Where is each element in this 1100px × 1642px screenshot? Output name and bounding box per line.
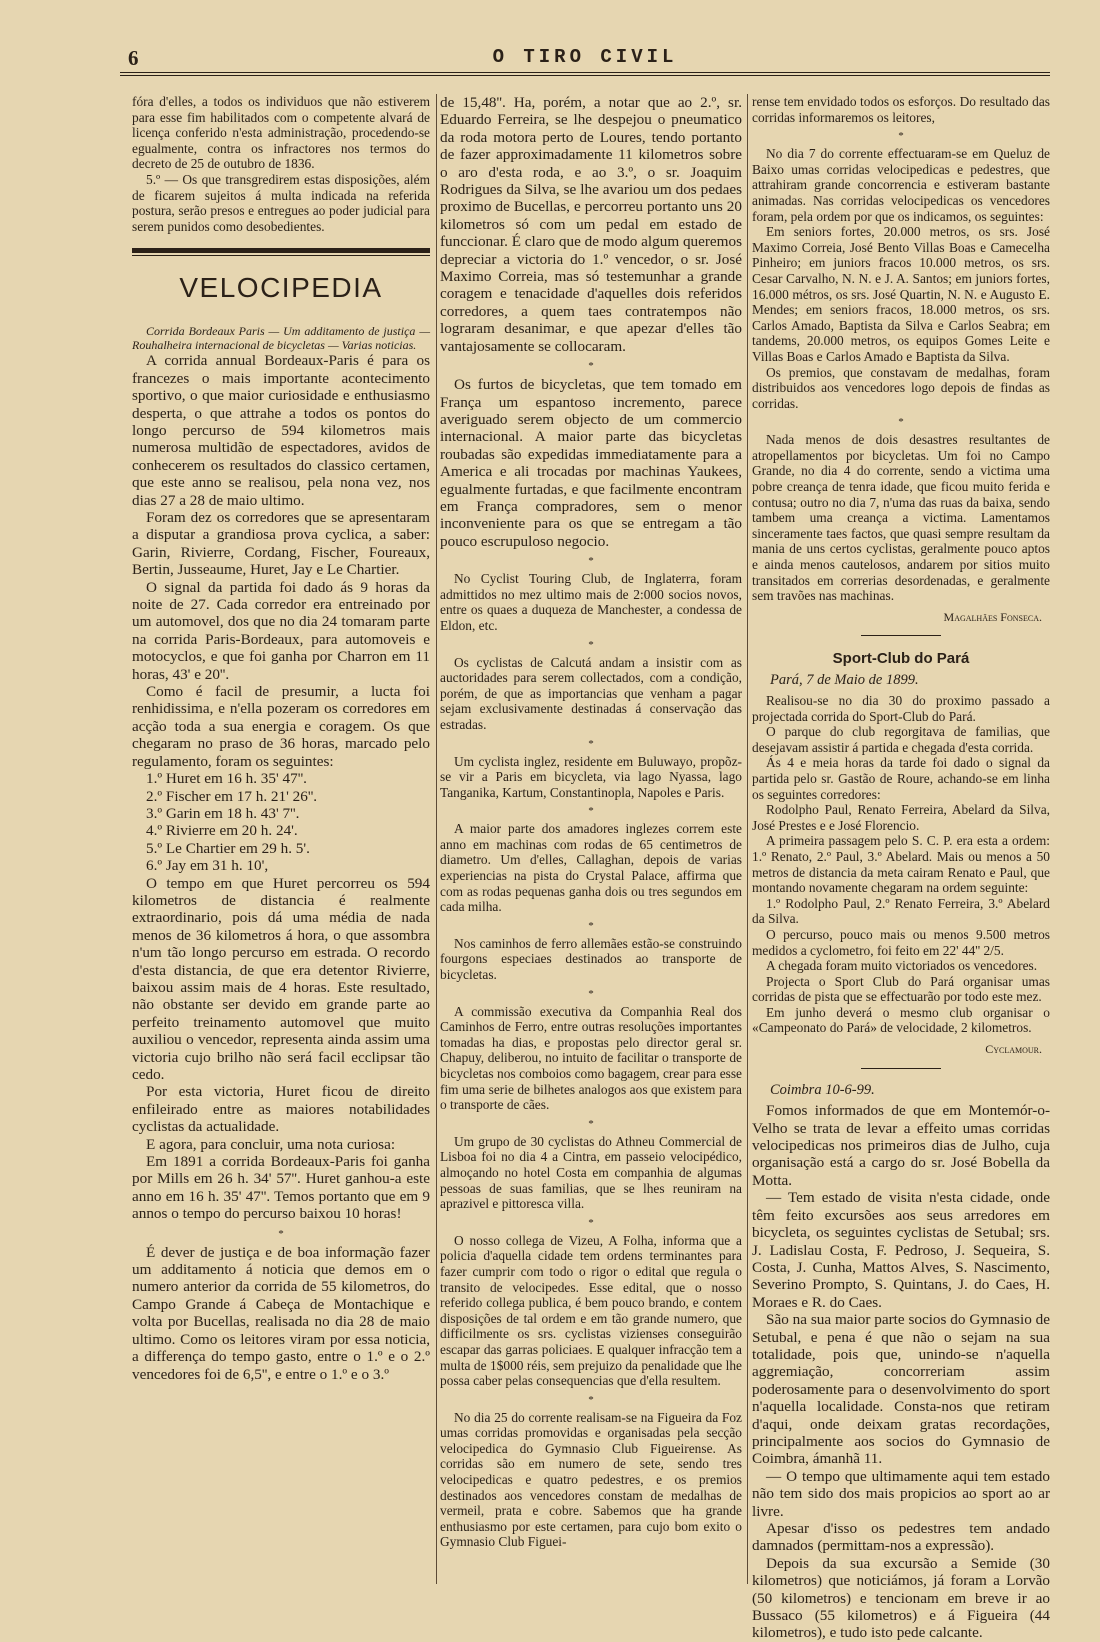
author-signature: Cyclamour. <box>985 1042 1042 1057</box>
article-paragraph: Como é facil de presumir, a lucta foi renhidissima, e n'ella pozeram os corredores em acção toda a sua energia e coragem. Os que chegaram no praso de 36 horas, marcado pelo regulamento, foram os seguintes: <box>132 683 430 770</box>
asterisk-separator: * <box>588 919 594 932</box>
column-3 <box>752 94 1050 1642</box>
news-item: Nos caminhos de ferro allemães estão-se construindo fourgons especiaes destinados ao transporte de bicycletas. <box>440 935 742 983</box>
section-title: VELOCIPEDIA <box>179 272 383 304</box>
section-summary: Corrida Bordeaux Paris — Um additamento de justiça — Rouhalheira internacional de bicycletas — Varias noticias. <box>132 324 430 353</box>
article-paragraph: Foram dez os corredores que se apresentaram a disputar a grandiosa prova cyclica, a saber: Garin, Rivierre, Cordang, Fischer, Foureaux, Bertin, Jusseaume, Huret, Jay e Le Chartier. <box>132 509 430 579</box>
news-item: Apesar d'isso os pedestres tem andado damnados (permittam-nos a expressão). <box>752 1520 1050 1555</box>
news-item: — Tem estado de visita n'esta cidade, onde têm feito excursões aos seus arredores em bicycleta, os seguintes cyclistas de Setubal; srs. J. Ladislau Costa, F. Pedroso, J. Sequeira, S. Costa, J. Cunha, Mattos Alves, S. Nascimento, Severino Prompto, S. Quintans, J. do Caes, H. Moraes e R. do Caes. <box>752 1189 1050 1311</box>
news-item: Em junho deverá o mesmo club organisar o «Campeonato do Pará» de velocidade, 2 kilometros. <box>752 1004 1050 1036</box>
race-results <box>146 770 430 874</box>
article-paragraph: de 15,48''. Ha, porém, a notar que ao 2.º, sr. Eduardo Ferreira, se lhe despejou o pneumatico da roda motora perto de Loures, tendo portanto de fazer approximadamente 11 kilometros sobre o aro d'esta roda, e ao 3.º, o sr. Joaquim Rodrigues da Silva, se lhe avariou um dos pedaes proximo de Bucellas, e percorreu portanto uns 20 kilometros só com um pedal em estado de funccionar. É claro que de modo algum queremos depreciar a victoria do 1.º vencedor, o sr. José Maximo Correia, mas só testemunhar a grande coragem e tenacidade d'aquelles dois referidos corredores, a quem taes contratempos não lograram desanimar, e que apezar d'elles tão vantajosamente se collocaram. <box>440 94 742 355</box>
column-2 <box>440 94 742 1602</box>
news-item: A maior parte dos amadores inglezes correm este anno em machinas com rodas de 65 centimetros de diametro. Um d'elles, Callaghan, depois de varias experiencias na pista do Crystal Palace, affirma que com as rodas pequenas ganha dois ou tres segundos em cada milha. <box>440 821 742 915</box>
news-item: Nada menos de dois desastres resultantes de atropellamentos por bicycletas. Um foi no Campo Grande, no dia 4 do corrente, sendo a victima uma pobre creança de tenra idade, que ficou muito ferida e contusa; outro no dia 7, n'uma das ruas da baixa, sendo tambem uma creança a victima. Lamentamos sinceramente taes factos, que quasi sempre resultam da mania de uns certos cyclistas, geralmente pouco aptos e ainda menos cautelosos, andarem por sitios muito transitados em correrias desordenadas, e geralmente sem travões nas machinas. <box>752 432 1050 604</box>
subsection-title: Sport-Club do Pará <box>832 650 970 668</box>
intro-paragraph: fóra d'elles, a todos os individuos que não estiverem para esse fim habilitados com o competente alvará de licença conferido n'esta administração, procedendo-se egualmente, contra os infractores nos termos do decreto de 25 de outubro de 1836. <box>132 94 430 172</box>
news-item: Os cyclistas de Calcutá andam a insistir com as auctoridades para serem collectados, com a condição, porém, de que as importancias que venham a pagar sejam exclusivamente destinadas á conservação das estradas. <box>440 654 742 732</box>
news-item: No Cyclist Touring Club, de Inglaterra, foram admittidos no mez ultimo mais de 2:000 socios novos, entre os quaes a duqueza de Manchester, a condessa de Eldon, etc. <box>440 571 742 633</box>
asterisk-separator: * <box>588 987 594 1000</box>
column-divider <box>436 94 437 1584</box>
news-item: O nosso collega de Vizeu, A Folha, informa que a policia d'aquella cidade tem ordens terminantes para fazer cumprir com todo o rigor o edital que regula o transito de velocipedes. Esse edital, que o nosso referido collega publica, é bem pouco brando, e contem disposições de tal ordem e em tão grande numero, que difficilmente os srs. cyclistas vizienses conseguirão escapar das garras policiaes. E qualquer infracção tem a multa de 1$000 réis, sem prejuizo da penalidade que lhe possa caber pelas consequencias que d'ella resultem. <box>440 1232 742 1389</box>
masthead <box>120 44 1050 78</box>
dateline: Coimbra 10-6-99. <box>770 1081 875 1098</box>
intro-paragraph: 5.º — Os que transgredirem estas disposições, além de ficarem sujeitos á multa indicada na referida postura, serão presos e entregues ao poder judicial para serem punidos como desobedientes. <box>132 171 430 234</box>
news-item: Os premios, que constavam de medalhas, foram distribuidos aos vencedores logo depois de findas as corridas. <box>752 364 1050 411</box>
masthead-rule <box>120 72 1050 76</box>
news-item: O parque do club regorgitava de familias, que desejavam assistir á partida e chegada d'esta corrida. <box>752 724 1050 755</box>
asterisk-separator: * <box>588 805 594 818</box>
section-rule-thin <box>132 255 430 256</box>
news-item: A commissão executiva da Companhia Real dos Caminhos de Ferro, entre outras resoluções importantes tomadas ha dias, e propostas pelo director geral sr. Chapuy, deliberou, no intuito de facilitar o transporte de bicycletas nos comboios como bagagem, crear para esse fim uma serie de bilhetes analogos aos que existem para o transporte de cães. <box>440 1003 742 1113</box>
asterisk-separator: * <box>588 638 594 651</box>
asterisk-separator: * <box>588 1117 594 1130</box>
dateline: Pará, 7 de Maio de 1899. <box>770 672 919 689</box>
author-signature: Magalhães Fonseca. <box>943 609 1042 624</box>
column-1 <box>132 94 430 1602</box>
news-item: — O tempo que ultimamente aqui tem estado não tem sido dos mais propicios ao sport ao ar livre. <box>752 1467 1050 1520</box>
asterisk-separator: * <box>898 130 904 143</box>
article-paragraph: É dever de justiça e de boa informação fazer um additamento á noticia que demos em o numero anterior da corrida de 55 kilometros, do Campo Grande á Cabeça de Montachique e volta por Bucellas, realisada no dia 28 de maio ultimo. Como os leitores viram por essa noticia, a differença do tempo gasto, entre o 1.º e o 2.º vencedores foi de 6,5'', e entre o 1.º e o 3.º <box>132 1243 430 1383</box>
article-paragraph: Os furtos de bicycletas, que tem tomado em França um espantoso incremento, parece averiguado serem objecto de um commercio internacional. A maior parte das bicycletas roubadas são expedidas immediatamente para a America e ali trocadas por machinas Yaukees, egualmente furtadas, e que facilmente encontram em França compradores, sem o menor inconveniente para os que se entregam a tão pouco escrupuloso negocio. <box>440 376 742 550</box>
news-item: O percurso, pouco mais ou menos 9.500 metros medidos a cyclometro, foi feito em 22' 44'' 2/5. <box>752 926 1050 958</box>
section-rule <box>132 248 430 253</box>
news-item: Realisou-se no dia 30 do proximo passado a projectada corrida do Sport-Club do Pará. <box>752 693 1050 724</box>
result-line: 3.º Garin em 18 h. 43' 7''. <box>146 804 300 822</box>
news-item: São na sua maior parte socios do Gymnasio de Setubal, e pena é que não o sejam na sua totalidade, pois que, unindo-se n'aquella aggremiação, concorreriam assim poderosamente para o desenvolvimento do sport n'aquella localidade. Consta-nos que retiram d'aqui, onde deixam gratas recordações, principalmente aos socios do Gymnasio de Coimbra, ámanhã 11. <box>752 1311 1050 1468</box>
news-item: 1.º Rodolpho Paul, 2.º Renato Ferreira, 3.º Abelard da Silva. <box>752 895 1050 927</box>
result-line: 4.º Rivierre em 20 h. 24'. <box>146 822 298 840</box>
article-paragraph: Em 1891 a corrida Bordeaux-Paris foi ganha por Mills em 26 h. 34' 57''. Huret ganhou-a este anno em 16 h. 35' 47''. Temos portanto que em 9 annos o tempo do percurso baixou 10 horas! <box>132 1153 430 1223</box>
result-line: 1.º Huret em 16 h. 35' 47''. <box>146 770 307 788</box>
result-line: 5.º Le Chartier em 29 h. 5'. <box>146 839 310 857</box>
article-paragraph: O tempo em que Huret percorreu os 594 kilometros de distancia é realmente extraordinario, pois dá uma média de nada menos de 36 kilometros á hora, o que assombra n'um tão longo percurso em estrada. O recordo d'esta distancia, de que era detentor Rivierre, baixou assim mais de 4 horas. Este resultado, não obstante ser devido em grande parte ao perfeito treinamento automovel que muito auxiliou o vencedor, representa ainda assim uma victoria cujo brilho não será facil ecclipsar tão cedo. <box>132 874 430 1083</box>
news-item: Rodolpho Paul, Renato Ferreira, Abelard da Silva, José Prestes e e José Florencio. <box>752 802 1050 833</box>
page-number: 6 <box>128 46 139 70</box>
news-item: Depois da sua excursão a Semide (30 kilometros) que noticiámos, já foram a Lorvão (50 kilometros) e tencionam em breve ir ao Bussaco (55 kilometros) e á Figueira (44 kilometros), e tudo isto pede calcante. <box>752 1554 1050 1642</box>
result-line: 2.º Fischer em 17 h. 21' 26''. <box>146 787 318 805</box>
article-paragraph: Por esta victoria, Huret ficou de direito enfileirado entre as maiores notabilidades cyclistas da actualidade. <box>132 1083 430 1136</box>
newspaper-title: O TIRO CIVIL <box>492 46 678 68</box>
asterisk-separator: * <box>588 1216 594 1229</box>
news-item: Ás 4 e meia horas da tarde foi dado o signal da partida pelo sr. Gastão de Roure, achando-se em linha os seguintes corredores: <box>752 755 1050 802</box>
asterisk-separator: * <box>278 1227 284 1240</box>
news-item: Um grupo de 30 cyclistas do Athneu Commercial de Lisboa foi no dia 4 a Cintra, em passeio velocipédico, almoçando no hotel Costa em companhia de algumas pessoas de suas familias, que se lhes reuniram na aprazivel e pittoresca villa. <box>440 1133 742 1212</box>
news-item: A chegada foram muito victoriados os vencedores. <box>766 958 1038 974</box>
news-item: Um cyclista inglez, residente em Buluwayo, propõz-se vir a Paris em bicycleta, via lago Nyassa, lago Tanganika, Kartum, Constantinopla, Napoles e Paris. <box>440 753 742 800</box>
asterisk-separator: * <box>588 1393 594 1406</box>
article-paragraph: A corrida annual Bordeaux-Paris é para os francezes o mais importante acontecimento sportivo, o que maior curiosidade e enthusiasmo desperta, o que attrahe a todos os pontos do longo percurso de 594 kilometros mais numerosa multidão de espectadores, avidos de conhecerem os resultados do classico certamen, que este anno se realisou, pela nona vez, nos dias 27 a 28 de maio ultimo. <box>132 352 430 509</box>
asterisk-separator: * <box>588 360 594 373</box>
news-item: Fomos informados de que em Montemór-o-Velho se trata de levar a effeito umas corridas velocipedicas nos primeiros dias de Julho, cuja organisação está a cargo do sr. José Bobella da Motta. <box>752 1102 1050 1189</box>
column-divider <box>747 94 748 1584</box>
asterisk-separator: * <box>588 555 594 568</box>
article-paragraph: E agora, para concluir, uma nota curiosa: <box>146 1135 396 1153</box>
news-item: rense tem envidado todos os esforços. Do resultado das corridas informaremos os leitores, <box>752 94 1050 125</box>
news-item: No dia 25 do corrente realisam-se na Figueira da Foz umas corridas promovidas e organisadas pela secção velocipedica do Gymnasio Club Figueirense. As corridas são em numero de sete, sendo tres velocipedicas e quatro pedestres, e os premios destinados aos vencedores constam de medalhas de vermeil, prata e cobre. Sabemos que ha grande enthusiasmo por este certamen, para cujo bom exito o Gymnasio Club Figuei- <box>440 1409 742 1550</box>
asterisk-separator: * <box>588 737 594 750</box>
article-paragraph: O signal da partida foi dado ás 9 horas da noite de 27. Cada corredor era entreinado por um automovel, dos que no dia 24 tomaram parte na corrida Paris-Bordeaux, para automoveis e motocyclos, e que foi ganha por Charron em 11 horas, 43' e 20''. <box>132 578 430 683</box>
news-item: A primeira passagem pelo S. C. P. era esta a ordem: 1.º Renato, 2.º Paul, 3.º Abelard. Mais ou menos a 50 metros de distancia da meta cairam Renato e Paul, que montando novamente chegaram na ordem seguinte: <box>752 833 1050 896</box>
short-rule <box>861 635 941 636</box>
short-rule <box>861 1068 941 1069</box>
result-line: 6.º Jay em 31 h. 10', <box>146 857 269 875</box>
news-item: No dia 7 do corrente effectuaram-se em Queluz de Baixo umas corridas velocipedicas e pedestres, que attrahiram grande concorrencia e estiveram bastante animadas. Nas corridas velocipedicas os vencedores foram, pela ordem por que os indicamos, os seguintes: <box>752 146 1050 224</box>
news-item: Projecta o Sport Club do Pará organisar umas corridas de pista que se effectuarão por todo este mez. <box>752 973 1050 1005</box>
news-item: Em seniors fortes, 20.000 metros, os srs. José Maximo Correia, José Bento Villas Boas e Camecelha Pinheiro; em juniors fracos 10.000 metros, os srs. Cesar Carvalho, N. N. e J. A. Santos; em juniors fortes, 16.000 métros, os srs. José Quartin, N. N. e Augusto E. Mendes; em seniors fracos, 18.000 metros, os srs. Carlos Amado, Baptista da Silva e Carlos Seabra; em tandems, 20.000 metros, os equipos Gomes Leite e Villas Boas e Carlos Amado e Baptista da Silva. <box>752 224 1050 364</box>
asterisk-separator: * <box>898 416 904 429</box>
